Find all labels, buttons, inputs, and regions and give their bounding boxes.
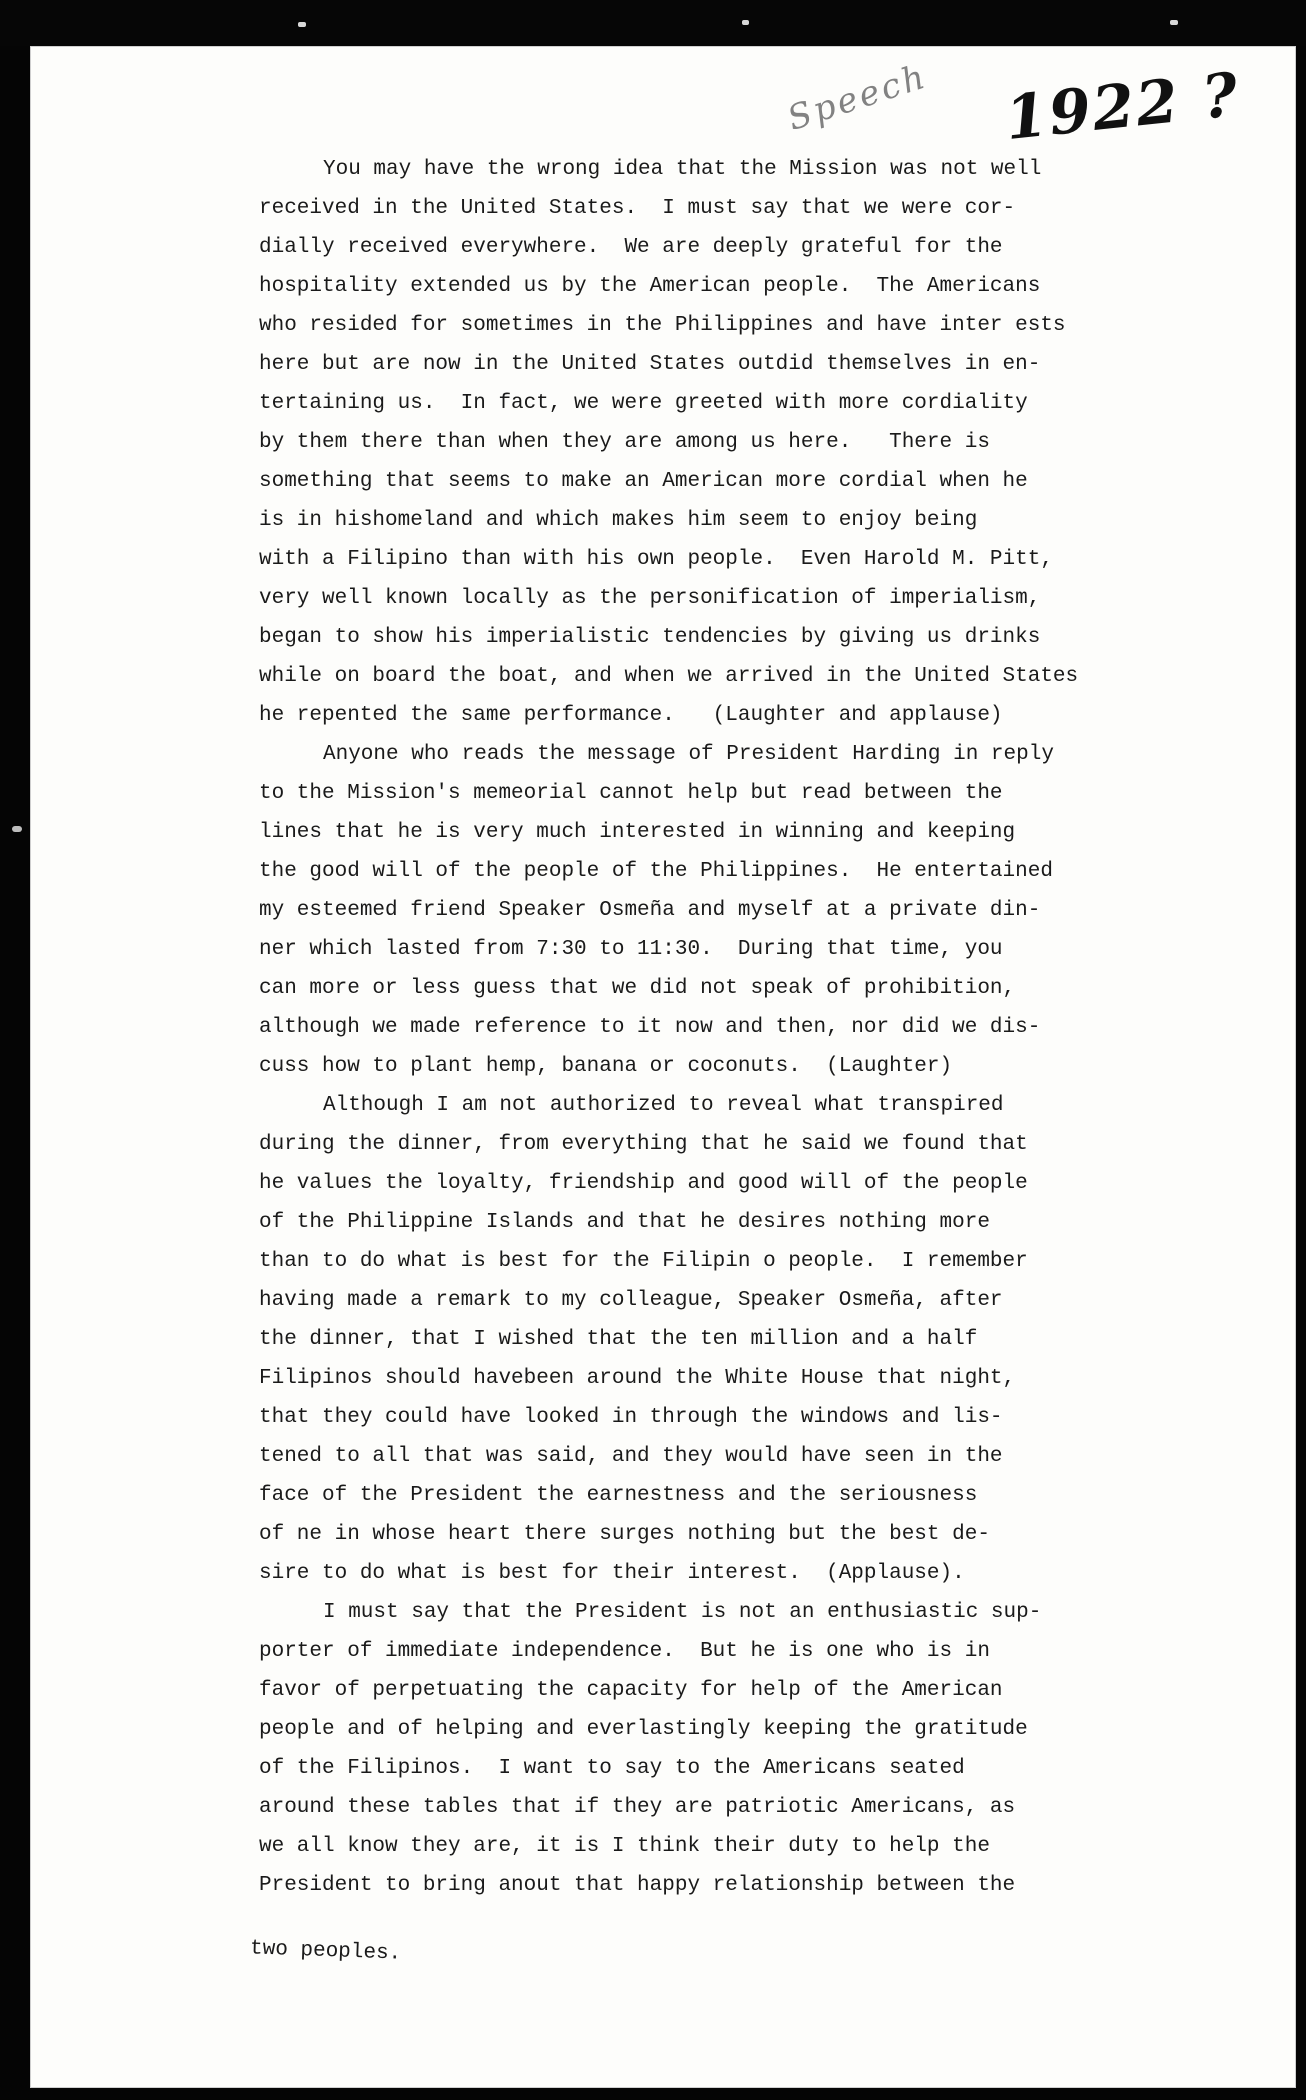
text-line: by them there than when they are among us here. There is	[259, 431, 990, 454]
text-line: he repented the same performance. (Laughter and applause)	[259, 704, 1003, 727]
text-line: here but are now in the United States outdid themselves in en-	[259, 353, 1041, 376]
text-line: that they could have looked in through the windows and lis-	[259, 1406, 1003, 1429]
dust-speck	[298, 22, 306, 27]
text-line: Filipinos should havebeen around the White House that night,	[259, 1367, 1016, 1390]
text-line: who resided for sometimes in the Philippines and have inter ests	[259, 314, 1066, 337]
text-line: although we made reference to it now and then, nor did we dis-	[259, 1016, 1041, 1039]
text-line: while on board the boat, and when we arrived in the United States	[259, 665, 1079, 688]
text-line: President to bring anout that happy relationship between the	[259, 1874, 1016, 1897]
text-line: during the dinner, from everything that he said we found that	[259, 1133, 1028, 1156]
text-line: began to show his imperialistic tendencies by giving us drinks	[259, 626, 1041, 649]
text-line: very well known locally as the personification of imperialism,	[259, 587, 1041, 610]
text-line: tened to all that was said, and they would have seen in the	[259, 1445, 1003, 1468]
text-line: having made a remark to my colleague, Speaker Osmeña, after	[259, 1289, 1003, 1312]
typed-body	[259, 150, 1139, 1905]
text-line: around these tables that if they are patriotic Americans, as	[259, 1796, 1016, 1819]
text-line: received in the United States. I must say that we were cor-	[259, 197, 1016, 220]
handwritten-annotation: Speech	[782, 56, 933, 139]
dust-speck	[742, 20, 749, 25]
text-line: to the Mission's memeorial cannot help but read between the	[259, 782, 1003, 805]
text-line: Anyone who reads the message of President Harding in reply	[323, 743, 1054, 766]
text-line: with a Filipino than with his own people. Even Harold M. Pitt,	[259, 548, 1053, 571]
text-line: favor of perpetuating the capacity for help of the American	[259, 1679, 1003, 1702]
text-line: the good will of the people of the Philippines. He entertained	[259, 860, 1053, 883]
text-line: cuss how to plant hemp, banana or coconuts. (Laughter)	[259, 1055, 953, 1078]
text-line: is in hishomeland and which makes him seem to enjoy being	[259, 509, 978, 532]
text-line: face of the President the earnestness and the seriousness	[259, 1484, 978, 1507]
text-line: tertaining us. In fact, we were greeted with more cordiality	[259, 392, 1028, 415]
scan-border-top	[0, 0, 1306, 46]
paragraph-list	[259, 150, 1139, 1905]
text-line: lines that he is very much interested in winning and keeping	[259, 821, 1016, 844]
text-line: than to do what is best for the Filipin o people. I remember	[259, 1250, 1028, 1273]
text-line: ner which lasted from 7:30 to 11:30. During that time, you	[259, 938, 1003, 961]
text-line: can more or less guess that we did not speak of prohibition,	[259, 977, 1016, 1000]
dust-speck	[1170, 20, 1178, 25]
text-line: You may have the wrong idea that the Mission was not well	[323, 158, 1042, 181]
text-line: something that seems to make an American more cordial when he	[259, 470, 1028, 493]
text-line: we all know they are, it is I think their duty to help the	[259, 1835, 990, 1858]
scan-edge-mark	[12, 826, 22, 832]
text-line: my esteemed friend Speaker Osmeña and myself at a private din-	[259, 899, 1041, 922]
text-line: of ne in whose heart there surges nothing but the best de-	[259, 1523, 990, 1546]
text-line: porter of immediate independence. But he is one who is in	[259, 1640, 990, 1663]
text-line: of the Philippine Islands and that he desires nothing more	[259, 1211, 990, 1234]
continuation-footer: two peoples.	[249, 1937, 402, 1966]
text-line: of the Filipinos. I want to say to the Americans seated	[259, 1757, 965, 1780]
text-line: hospitality extended us by the American people. The Americans	[259, 275, 1041, 298]
text-line: Although I am not authorized to reveal what transpired	[323, 1094, 1004, 1117]
handwritten-year: 1922 ?	[1001, 59, 1244, 155]
text-line: sire to do what is best for their interest. (Applause).	[259, 1562, 965, 1585]
text-line: I must say that the President is not an enthusiastic sup-	[323, 1601, 1042, 1624]
text-line: he values the loyalty, friendship and good will of the people	[259, 1172, 1028, 1195]
text-line: dially received everywhere. We are deeply grateful for the	[259, 236, 1003, 259]
text-line: people and of helping and everlastingly keeping the gratitude	[259, 1718, 1028, 1741]
text-line: the dinner, that I wished that the ten million and a half	[259, 1328, 978, 1351]
